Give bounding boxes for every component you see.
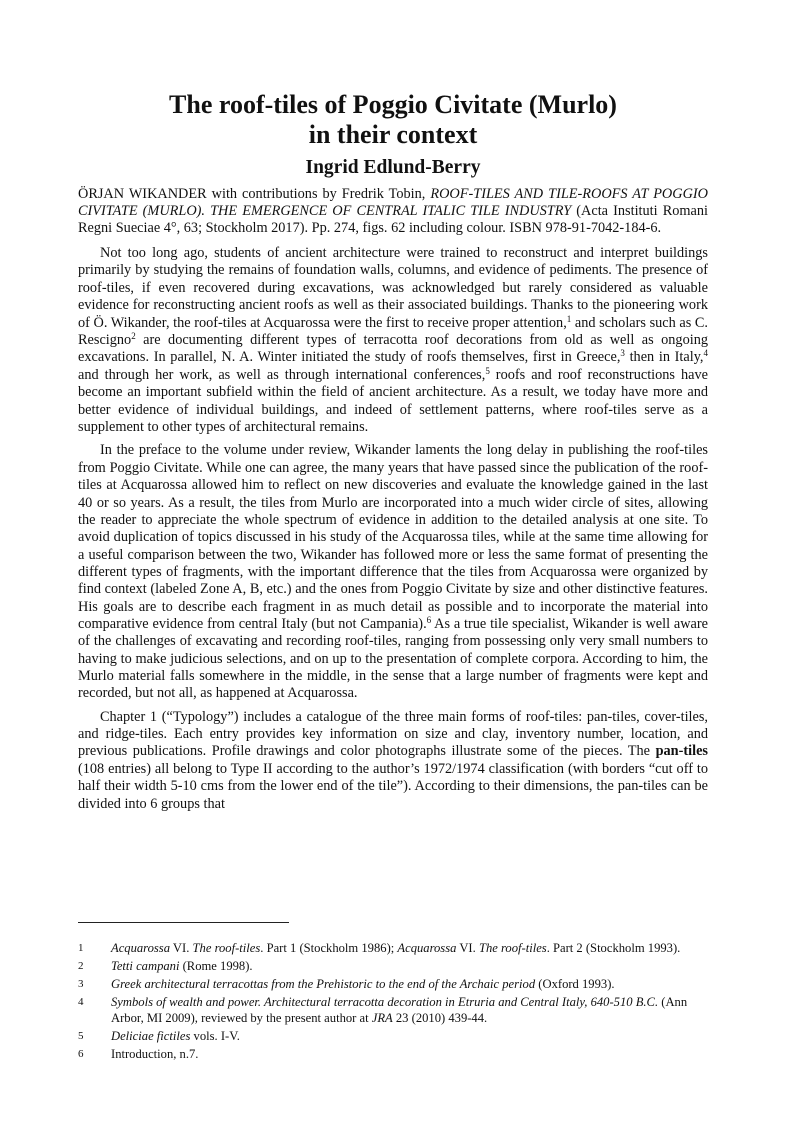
- footnote-4: [78, 994, 708, 1026]
- footnote-plain: . Part 1 (Stockholm 1986);: [260, 941, 398, 955]
- book-reference: [78, 186, 708, 237]
- article-author: Ingrid Edlund-Berry: [305, 157, 481, 178]
- paragraph-1-text: and scholars such as C. Rescigno: [78, 314, 708, 349]
- paragraph-1-text: are documenting different types of terracotta roof decorations from old as well as ongoing excavations. In parallel, N. A. Winter initiated the study of roofs themselves, first in Greece,: [78, 332, 708, 366]
- footnote-1: [78, 940, 708, 956]
- paragraph-2-text: As a true tile specialist, Wikander is well aware of the challenges of excavating and recording roof-tiles, ranging from possessing only very small numbers to having to make judicious selections, and on up to the presentation of complete corpora. According to him, the Murlo material falls somewhere in the middle, in the sense that a large number of fragments were kept and recorded, but not all, as happened at Acquarossa.: [78, 615, 708, 702]
- footnote-italic: Symbols of wealth and power. Architectural terracotta decoration in Etruria and Central Italy, 640-510 B.C.: [111, 995, 659, 1009]
- paragraph-1-text: and through her work, as well as through international conferences,: [78, 366, 486, 383]
- paragraph-2-text: In the preface to the volume under review, Wikander laments the long delay in publishing the roof-tiles from Poggio Civitate. While one can agree, the many years that have passed since the publication of the roof-tiles at Acquarossa allowed him to reflect on new discoveries and evaluate the knowledge gained in the last 40 or so years. As a result, the tiles from Murlo are incorporated into a much wider circle of sites, allowing the reader to appreciate the whole spectrum of evidence in addition to the detailed analysis at one site. To avoid duplication of topics discussed in his study of the Acquarossa tiles, while at the same time allowing for a useful comparison between the two, Wikander has followed more or less the same format of presenting the different types of fragments, with the important difference that the tiles from Acquarossa were organized by find context (labeled Zone A, B, etc.) and the ones from Poggio Civitate by size and other distinctive features. His goals are to describe each fragment in as much detail as possible and to incorporate the material into comparative evidence from central Italy (but not Campania).: [78, 442, 708, 632]
- footnotes: [78, 940, 708, 1064]
- paragraph-3-text: Chapter 1 (“Typology”) includes a catalogue of the three main forms of roof-tiles: pan-tiles, cover-tiles, and ridge-tiles. Each entry provides key information on size and clay, inventory number, location, and previous publications. Profile drawings and color photographs illustrate some of the pieces. The: [78, 708, 708, 760]
- footnote-number: 5: [78, 1030, 84, 1042]
- footnote-marker-6: 6: [426, 614, 432, 625]
- footnote-text: [111, 976, 708, 992]
- footnote-text: [111, 1046, 708, 1062]
- footnote-text: [111, 994, 708, 1026]
- paragraph-3-bold-term: pan-tiles: [655, 743, 708, 760]
- footnote-italic: Tetti campani: [111, 959, 180, 973]
- footnote-italic: JRA: [371, 1011, 393, 1025]
- article-title: [78, 90, 708, 150]
- footnote-plain: (Ann Arbor, MI 2009), reviewed by the present author at: [111, 995, 688, 1025]
- footnote-plain: Introduction, n.7.: [111, 1047, 199, 1061]
- footnote-italic: Acquarossa: [397, 941, 457, 955]
- footnote-number: 3: [78, 978, 84, 990]
- footnote-marker-3: 3: [620, 348, 625, 359]
- paragraph-2: [78, 442, 708, 702]
- footnote-plain: (Rome 1998).: [179, 959, 253, 973]
- footnote-number: 4: [78, 996, 84, 1008]
- article: [78, 90, 708, 819]
- article-title-line-1: The roof-tiles of Poggio Civitate (Murlo): [169, 90, 617, 119]
- footnote-6: [78, 1046, 708, 1062]
- book-reference-details: (Acta Instituti Romani Regni Sueciae 4°, 63; Stockholm 2017). Pp. 274, figs. 62 including colour. ISBN 978-91-7042-184-6.: [78, 203, 708, 236]
- paragraph-3: [78, 709, 708, 813]
- footnote-italic: The roof-tiles: [478, 941, 547, 955]
- paragraph-1: [78, 245, 708, 436]
- footnote-2: [78, 958, 708, 974]
- footnote-5: [78, 1028, 708, 1044]
- footnote-marker-4: 4: [703, 348, 708, 359]
- footnote-text: [111, 1028, 708, 1044]
- footnote-italic: The roof-tiles: [192, 941, 261, 955]
- footnote-text: [111, 958, 708, 974]
- paragraph-1-text: then in Italy,: [624, 349, 704, 366]
- footnote-3: [78, 976, 708, 992]
- article-title-line-2: in their context: [308, 120, 478, 149]
- paragraph-3-text: (108 entries) all belong to Type II according to the author’s 1972/1974 classification (with borders “cut off to half their width 5-10 cms from the lower end of the tile”). According to their dimensions, the pan-tiles can be divided into 6 groups that: [78, 760, 708, 812]
- footnote-plain: VI.: [456, 941, 479, 955]
- footnote-plain: VI.: [170, 941, 193, 955]
- footnote-italic: Acquarossa: [111, 941, 171, 955]
- book-reference-title: ROOF-TILES AND TILE-ROOFS AT POGGIO CIVITATE (MURLO). THE EMERGENCE OF CENTRAL ITALIC TILE INDUSTRY: [78, 186, 708, 219]
- footnote-italic: Deliciae fictiles: [111, 1029, 191, 1043]
- footnote-plain: 23 (2010) 439-44.: [392, 1011, 488, 1025]
- footnote-number: 2: [78, 960, 84, 972]
- footnote-marker-2: 2: [131, 331, 136, 342]
- footnote-plain: . Part 2 (Stockholm 1993).: [546, 941, 681, 955]
- footnote-text: [111, 940, 708, 956]
- paragraph-1-text: Not too long ago, students of ancient architecture were trained to reconstruct and interpret buildings primarily by studying the remains of foundation walls, columns, and evidence of pediments. The presence of roof-tiles, if even recovered during excavations, was acknowledged but rarely considered as valuable evidence for reconstructing ancient roofs as well as their associated buildings. Thanks to the pioneering work of Ö. Wikander, the roof-tiles at Acquarossa were the first to receive proper attention,: [78, 245, 708, 331]
- footnote-marker-1: 1: [566, 313, 572, 324]
- book-reference-authors: ÖRJAN WIKANDER with contributions by Fredrik Tobin,: [78, 186, 431, 202]
- footnote-number: 1: [78, 942, 84, 954]
- footnote-italic: Greek architectural terracottas from the Prehistoric to the end of the Archaic period: [111, 977, 536, 991]
- footnote-separator: [78, 922, 289, 923]
- footnote-plain: (Oxford 1993).: [535, 977, 615, 991]
- footnote-number: 6: [78, 1048, 84, 1060]
- footnote-marker-5: 5: [485, 365, 490, 376]
- footnote-plain: vols. I-V.: [190, 1029, 240, 1043]
- paragraph-1-text: roofs and roof reconstructions have become an important subfield within the field of ancient architecture. As a result, we today have more and better evidence of individual buildings, and indeed of settlement patterns, where roof-tiles serve as a supplement to other types of architectural remains.: [78, 366, 708, 436]
